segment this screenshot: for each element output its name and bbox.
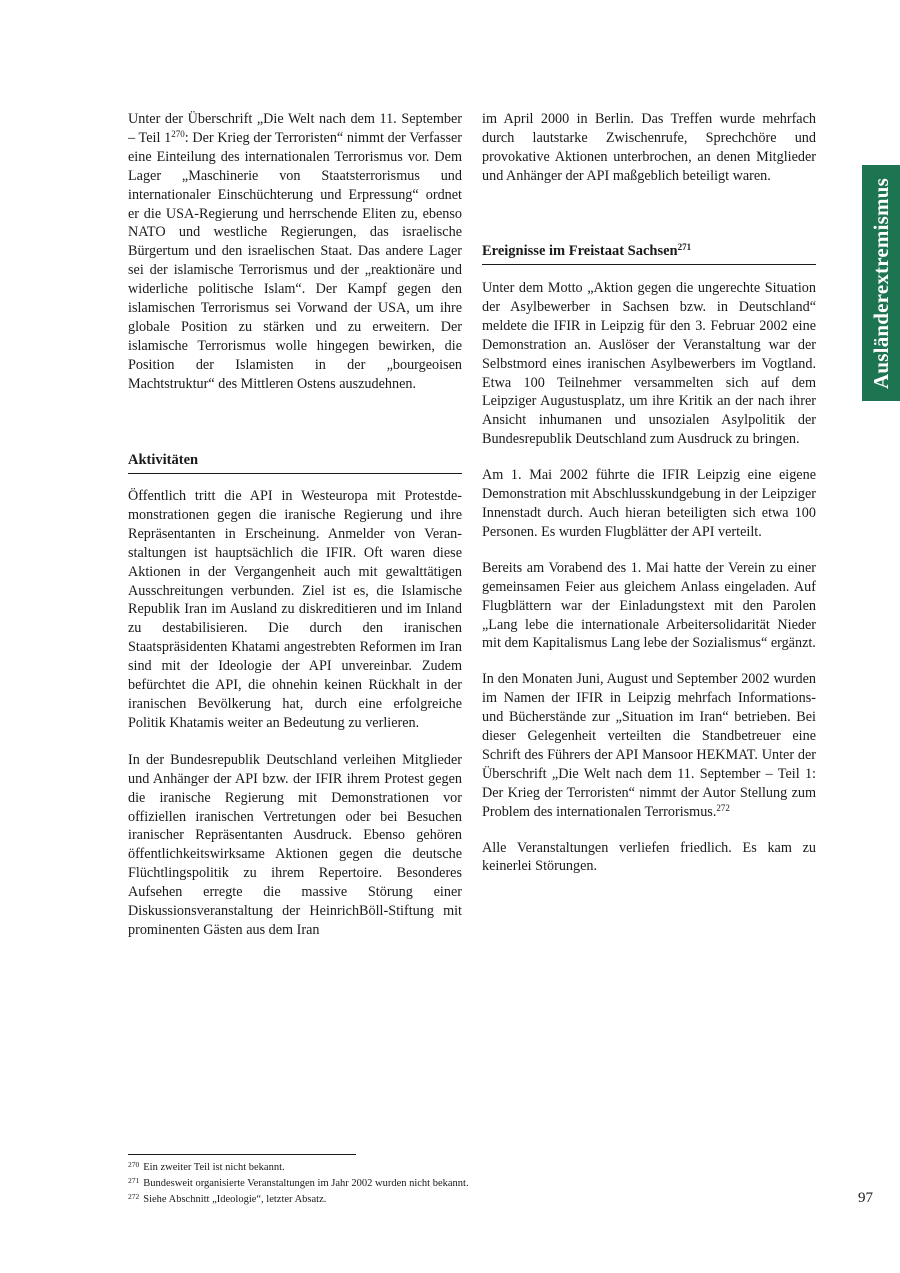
footnote-number: 271 (128, 1176, 140, 1185)
intro-text-part2: : Der Krieg der Terroristen“ nimmt der Verfasser eine Einteilung des internationalen Terrorismus vor. Dem Lager „Maschinerie von Staatsterrorismus und internationaler Einschüchterung und Erpressung“ ordnet er die USA-Regierung und herrschende Eliten zu, ebenso NATO und westliche Regierungen, das israelische Bürgertum und den israelischen Staat. Das andere Lager sei der islamische Terrorismus und der „reaktionäre und widerliche politische Islam“. Der Kampf gegen den islamischen Terrorismus sei Vorwand der USA, um ihre globale Position zu stärken und zu erweitern. Der islamische Terrorismus wolle hingegen bewirken, die Position der Islamisten in der „bourgeoisen Machtstruktur“ des Mittleren Ostens auszudehnen. (128, 129, 463, 392)
right-column-top (482, 110, 816, 186)
continuation-paragraph: im April 2000 in Berlin. Das Treffen wurde mehrfach durch lautstarke Zwischenrufe, Sprechchöre und provokative Aktionen unterbrochen, an denen Mitglieder und Anhänger der API maßgeblich beteiligt waren. (482, 111, 816, 184)
footnote-271 (128, 1176, 688, 1192)
right-column-events (482, 279, 816, 876)
footnote-text: Siehe Abschnitt „Ideologie“, letzter Absatz. (143, 1194, 327, 1205)
footnotes (128, 1160, 688, 1208)
footnote-number: 270 (128, 1160, 140, 1169)
events-paragraph-1: Unter dem Motto „Aktion gegen die ungerechte Situation der Asylbewerber in Sachsen bzw. in Deutschland“ meldete die IFIR in Leipzig für den 3. Februar 2002 eine Demonstration an. Auslöser der Veranstaltung war der Selbstmord eines iranischen Asylbewerbers im Vogtland. Etwa 100 Teilnehmer versammelten sich auf dem Leipziger Augustusplatz, um ihre Kritik an der nach ihrer Ansicht inhumanen und unsozialen Asylpolitik der Bundesrepublik Deutschland zum Ausdruck zu bringen. (482, 280, 816, 448)
activities-paragraph-1: Öffentlich tritt die API in Westeuropa mit Protestdemonstrationen gegen die iranische Regierung und ihre Repräsentanten in Erscheinung. Anmelder von Veranstaltungen ist hauptsächlich die IFIR. Oft waren diese Aktionen in der Vergangenheit auch mit gewalttätigen Ausschreitungen verbunden. Ziel ist es, die Islamische Republik Iran im Ausland zu diskreditieren und im Inland zu destabilisieren. Die durch den iranischen Staatspräsidenten Khatami angestrebten Reformen im Iran sind mit der Ideologie der API unvereinbar. Zudem befürchtet die API, die ohnehin keinen Rückhalt in der iranischen Bevölkerung hat, durch eine erfolgreiche Politik Khatamis weiter an Bedeutung zu verlieren. (128, 488, 462, 731)
footnote-text: Ein zweiter Teil ist nicht bekannt. (143, 1162, 285, 1173)
events-paragraph-4 (482, 670, 816, 821)
events-paragraph-4-text: In den Monaten Juni, August und September 2002 wurden im Namen der IFIR in Leipzig mehrfach Informations- und Bücherstände zur „Situation im Iran“ betrieben. Bei dieser Gelegenheit verteilten die Standbetreuer eine Schrift des Führers der API Mansoor HEKMAT. Unter der Überschrift „Die Welt nach dem 11. September – Teil 1: Der Krieg der Terroristen“ nimmt der Autor Stellung zum Problem des internationalen Terrorismus. (482, 671, 816, 820)
heading-aktivitaeten: Aktivitäten (128, 451, 462, 474)
page-number: 97 (858, 1190, 873, 1206)
section-tab (862, 165, 900, 401)
heading-text: Ereignisse im Freistaat Sachsen (482, 243, 678, 259)
left-column (128, 110, 462, 394)
events-paragraph-3: Bereits am Vorabend des 1. Mai hatte der Verein zu einer gemeinsamen Feier aus gleichem Anlass eingeladen. Auf Flugblättern war der Einladungstext mit den Parolen „Lang lebe die internationale Arbeitersolidarität Nieder mit dem Kapitalismus Lang lebe der Sozialismus“ ergänzt. (482, 559, 816, 652)
activities-paragraph-2: In der Bundesrepublik Deutschland verleihen Mitglieder und Anhänger der API bzw. der IFIR ihrem Protest gegen die iranische Regierung mit Demonstrationen vor offiziellen iranischen Vertretungen oder bei Besuchen iranischer Repräsentanten Ausdruck. Ebenso gehören öffentlichkeitswirksame Aktionen gegen die deutsche Flüchtlingspolitik zu ihrem Repertoire. Besonderes Aufsehen erregte die massive Störung einer Diskussionsveranstaltung der HeinrichBöll-Stiftung mit prominenten Gästen aus dem Iran (128, 751, 462, 938)
footnote-ref-270: 270 (171, 128, 185, 139)
events-paragraph-2: Am 1. Mai 2002 führte die IFIR Leipzig eine eigene Demonstration mit Abschlusskundgebung in der Leipziger Innenstadt durch. Auch hieran beteiligten sich etwa 100 Personen. Es wurden Flugblätter der API verteilt. (482, 467, 816, 540)
footnote-ref-271: 271 (677, 242, 692, 252)
events-paragraph-5: Alle Veranstaltungen verliefen friedlich. Es kam zu keinerlei Störungen. (482, 839, 816, 875)
intro-paragraph (128, 110, 462, 394)
footnote-text: Bundesweit organisierte Veranstaltungen im Jahr 2002 wurden nicht bekannt. (143, 1178, 469, 1189)
footnote-number: 272 (128, 1192, 140, 1201)
footnote-272 (128, 1192, 688, 1208)
footnote-divider (128, 1154, 356, 1155)
footnote-270 (128, 1160, 688, 1176)
heading-ereignisse-sachsen (482, 242, 816, 265)
section-tab-label: Ausländerextremismus (868, 177, 893, 389)
left-column-activities (128, 487, 462, 940)
footnote-ref-272: 272 (716, 802, 730, 813)
intro-text-part1: Unter der Überschrift „Die Welt nach dem 11. September – Teil 1 (128, 111, 462, 146)
